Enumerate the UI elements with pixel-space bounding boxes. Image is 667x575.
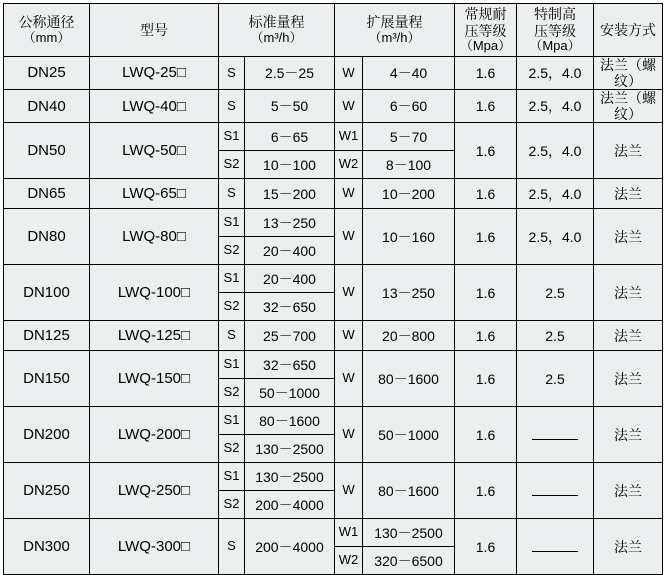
cell-install: 法兰 [594, 519, 663, 575]
cell-ext-code: W [335, 179, 363, 209]
cell-std-range: 6－65 [245, 123, 335, 151]
cell-std-range: 13－250 [245, 209, 335, 237]
cell-nominal-diameter: DN125 [4, 321, 90, 351]
cell-ext-range: 10－160 [363, 209, 455, 265]
cell-std-range: 20－400 [245, 237, 335, 265]
cell-ext-code: W [335, 57, 363, 90]
cell-ext-code: W [335, 351, 363, 407]
cell-std-code: S [219, 57, 245, 90]
cell-ext-code: W2 [335, 547, 363, 575]
cell-ext-code: W [335, 90, 363, 123]
cell-std-range: 130－2500 [245, 435, 335, 463]
cell-install: 法兰（螺纹） [594, 90, 663, 123]
cell-nominal-diameter: DN50 [4, 123, 90, 179]
cell-install: 法兰 [594, 407, 663, 463]
cell-model: LWQ-100□ [90, 265, 219, 321]
cell-high-pressure: 2.5，4.0 [517, 90, 594, 123]
cell-model: LWQ-65□ [90, 179, 219, 209]
cell-install: 法兰 [594, 179, 663, 209]
cell-high-pressure: 2.5，4.0 [517, 209, 594, 265]
cell-model: LWQ-250□ [90, 463, 219, 519]
cell-std-code: S2 [219, 435, 245, 463]
no-value-dash [532, 488, 578, 496]
cell-ext-range: 50－1000 [363, 407, 455, 463]
header-extended-range: 扩展量程 （m³/h） [335, 4, 455, 57]
cell-std-code: S1 [219, 463, 245, 491]
cell-std-range: 80－1600 [245, 407, 335, 435]
cell-std-code: S1 [219, 123, 245, 151]
cell-high-pressure [517, 519, 594, 575]
cell-std-range: 10－100 [245, 151, 335, 179]
cell-nominal-diameter: DN40 [4, 90, 90, 123]
cell-ext-range: 10－200 [363, 179, 455, 209]
cell-std-range: 200－4000 [245, 491, 335, 519]
header-normal-pressure: 常规耐 压等级 （Mpa） [455, 4, 517, 57]
cell-install: 法兰（螺纹） [594, 57, 663, 90]
cell-std-code: S [219, 321, 245, 351]
cell-std-range: 20－400 [245, 265, 335, 293]
specification-table [3, 3, 663, 575]
spec-table-page [0, 3, 667, 569]
header-high-pressure: 特制高 压等级 （Mpa） [517, 4, 594, 57]
table-row [4, 351, 663, 379]
cell-nominal-diameter: DN200 [4, 407, 90, 463]
cell-normal-pressure: 1.6 [455, 351, 517, 407]
cell-std-code: S1 [219, 209, 245, 237]
cell-install: 法兰 [594, 123, 663, 179]
cell-install: 法兰 [594, 321, 663, 351]
cell-normal-pressure: 1.6 [455, 123, 517, 179]
cell-install: 法兰 [594, 463, 663, 519]
cell-nominal-diameter: DN80 [4, 209, 90, 265]
cell-ext-code: W [335, 265, 363, 321]
cell-ext-code: W [335, 463, 363, 519]
header-install-type: 安装方式 [594, 4, 663, 57]
cell-ext-range: 5－70 [363, 123, 455, 151]
cell-ext-code: W1 [335, 123, 363, 151]
cell-high-pressure: 2.5 [517, 265, 594, 321]
cell-std-code: S2 [219, 151, 245, 179]
cell-high-pressure [517, 407, 594, 463]
cell-ext-range: 13－250 [363, 265, 455, 321]
cell-model: LWQ-80□ [90, 209, 219, 265]
cell-ext-code: W1 [335, 519, 363, 547]
cell-ext-code: W [335, 209, 363, 265]
cell-high-pressure [517, 463, 594, 519]
cell-std-code: S2 [219, 491, 245, 519]
cell-std-range: 50－1000 [245, 379, 335, 407]
cell-model: LWQ-300□ [90, 519, 219, 575]
cell-high-pressure: 2.5，4.0 [517, 179, 594, 209]
cell-std-range: 32－650 [245, 293, 335, 321]
table-row [4, 57, 663, 90]
table-row [4, 519, 663, 547]
no-value-dash [532, 432, 578, 440]
cell-model: LWQ-150□ [90, 351, 219, 407]
cell-model: LWQ-25□ [90, 57, 219, 90]
cell-ext-code: W2 [335, 151, 363, 179]
cell-ext-range: 320－6500 [363, 547, 455, 575]
cell-std-code: S [219, 179, 245, 209]
table-row [4, 209, 663, 237]
cell-model: LWQ-50□ [90, 123, 219, 179]
cell-ext-range: 8－100 [363, 151, 455, 179]
table-row [4, 179, 663, 209]
cell-ext-range: 130－2500 [363, 519, 455, 547]
cell-std-code: S2 [219, 237, 245, 265]
cell-std-range: 200－4000 [245, 519, 335, 575]
cell-std-range: 32－650 [245, 351, 335, 379]
cell-normal-pressure: 1.6 [455, 57, 517, 90]
cell-std-code: S [219, 519, 245, 575]
cell-normal-pressure: 1.6 [455, 519, 517, 575]
cell-normal-pressure: 1.6 [455, 265, 517, 321]
cell-std-range: 5－50 [245, 90, 335, 123]
cell-install: 法兰 [594, 351, 663, 407]
cell-ext-range: 6－60 [363, 90, 455, 123]
header-standard-range: 标准量程 （m³/h） [219, 4, 335, 57]
table-row [4, 407, 663, 435]
cell-std-range: 130－2500 [245, 463, 335, 491]
cell-nominal-diameter: DN150 [4, 351, 90, 407]
table-row [4, 265, 663, 293]
cell-ext-range: 80－1600 [363, 463, 455, 519]
cell-ext-code: W [335, 407, 363, 463]
cell-high-pressure: 2.5 [517, 351, 594, 407]
cell-std-range: 15－200 [245, 179, 335, 209]
table-header [4, 4, 663, 57]
cell-ext-range: 20－800 [363, 321, 455, 351]
cell-nominal-diameter: DN250 [4, 463, 90, 519]
table-row [4, 90, 663, 123]
cell-normal-pressure: 1.6 [455, 90, 517, 123]
cell-model: LWQ-125□ [90, 321, 219, 351]
header-row [4, 4, 663, 57]
cell-normal-pressure: 1.6 [455, 209, 517, 265]
table-row [4, 321, 663, 351]
cell-model: LWQ-200□ [90, 407, 219, 463]
table-row [4, 463, 663, 491]
cell-nominal-diameter: DN300 [4, 519, 90, 575]
cell-nominal-diameter: DN25 [4, 57, 90, 90]
cell-high-pressure: 2.5 [517, 321, 594, 351]
cell-normal-pressure: 1.6 [455, 407, 517, 463]
header-nominal-diameter: 公称通径 （mm） [4, 4, 90, 57]
no-value-dash [532, 544, 578, 552]
cell-std-code: S1 [219, 265, 245, 293]
cell-ext-code: W [335, 321, 363, 351]
cell-install: 法兰 [594, 265, 663, 321]
cell-normal-pressure: 1.6 [455, 179, 517, 209]
cell-nominal-diameter: DN65 [4, 179, 90, 209]
table-body [4, 57, 663, 575]
cell-high-pressure: 2.5，4.0 [517, 57, 594, 90]
cell-std-code: S [219, 90, 245, 123]
cell-ext-range: 4－40 [363, 57, 455, 90]
cell-std-range: 25－700 [245, 321, 335, 351]
table-row [4, 123, 663, 151]
cell-ext-range: 80－1600 [363, 351, 455, 407]
cell-std-code: S1 [219, 407, 245, 435]
cell-model: LWQ-40□ [90, 90, 219, 123]
header-model: 型号 [90, 4, 219, 57]
cell-std-code: S2 [219, 293, 245, 321]
cell-normal-pressure: 1.6 [455, 463, 517, 519]
cell-std-code: S2 [219, 379, 245, 407]
cell-install: 法兰 [594, 209, 663, 265]
cell-std-range: 2.5－25 [245, 57, 335, 90]
cell-normal-pressure: 1.6 [455, 321, 517, 351]
cell-std-code: S1 [219, 351, 245, 379]
cell-high-pressure: 2.5，4.0 [517, 123, 594, 179]
cell-nominal-diameter: DN100 [4, 265, 90, 321]
